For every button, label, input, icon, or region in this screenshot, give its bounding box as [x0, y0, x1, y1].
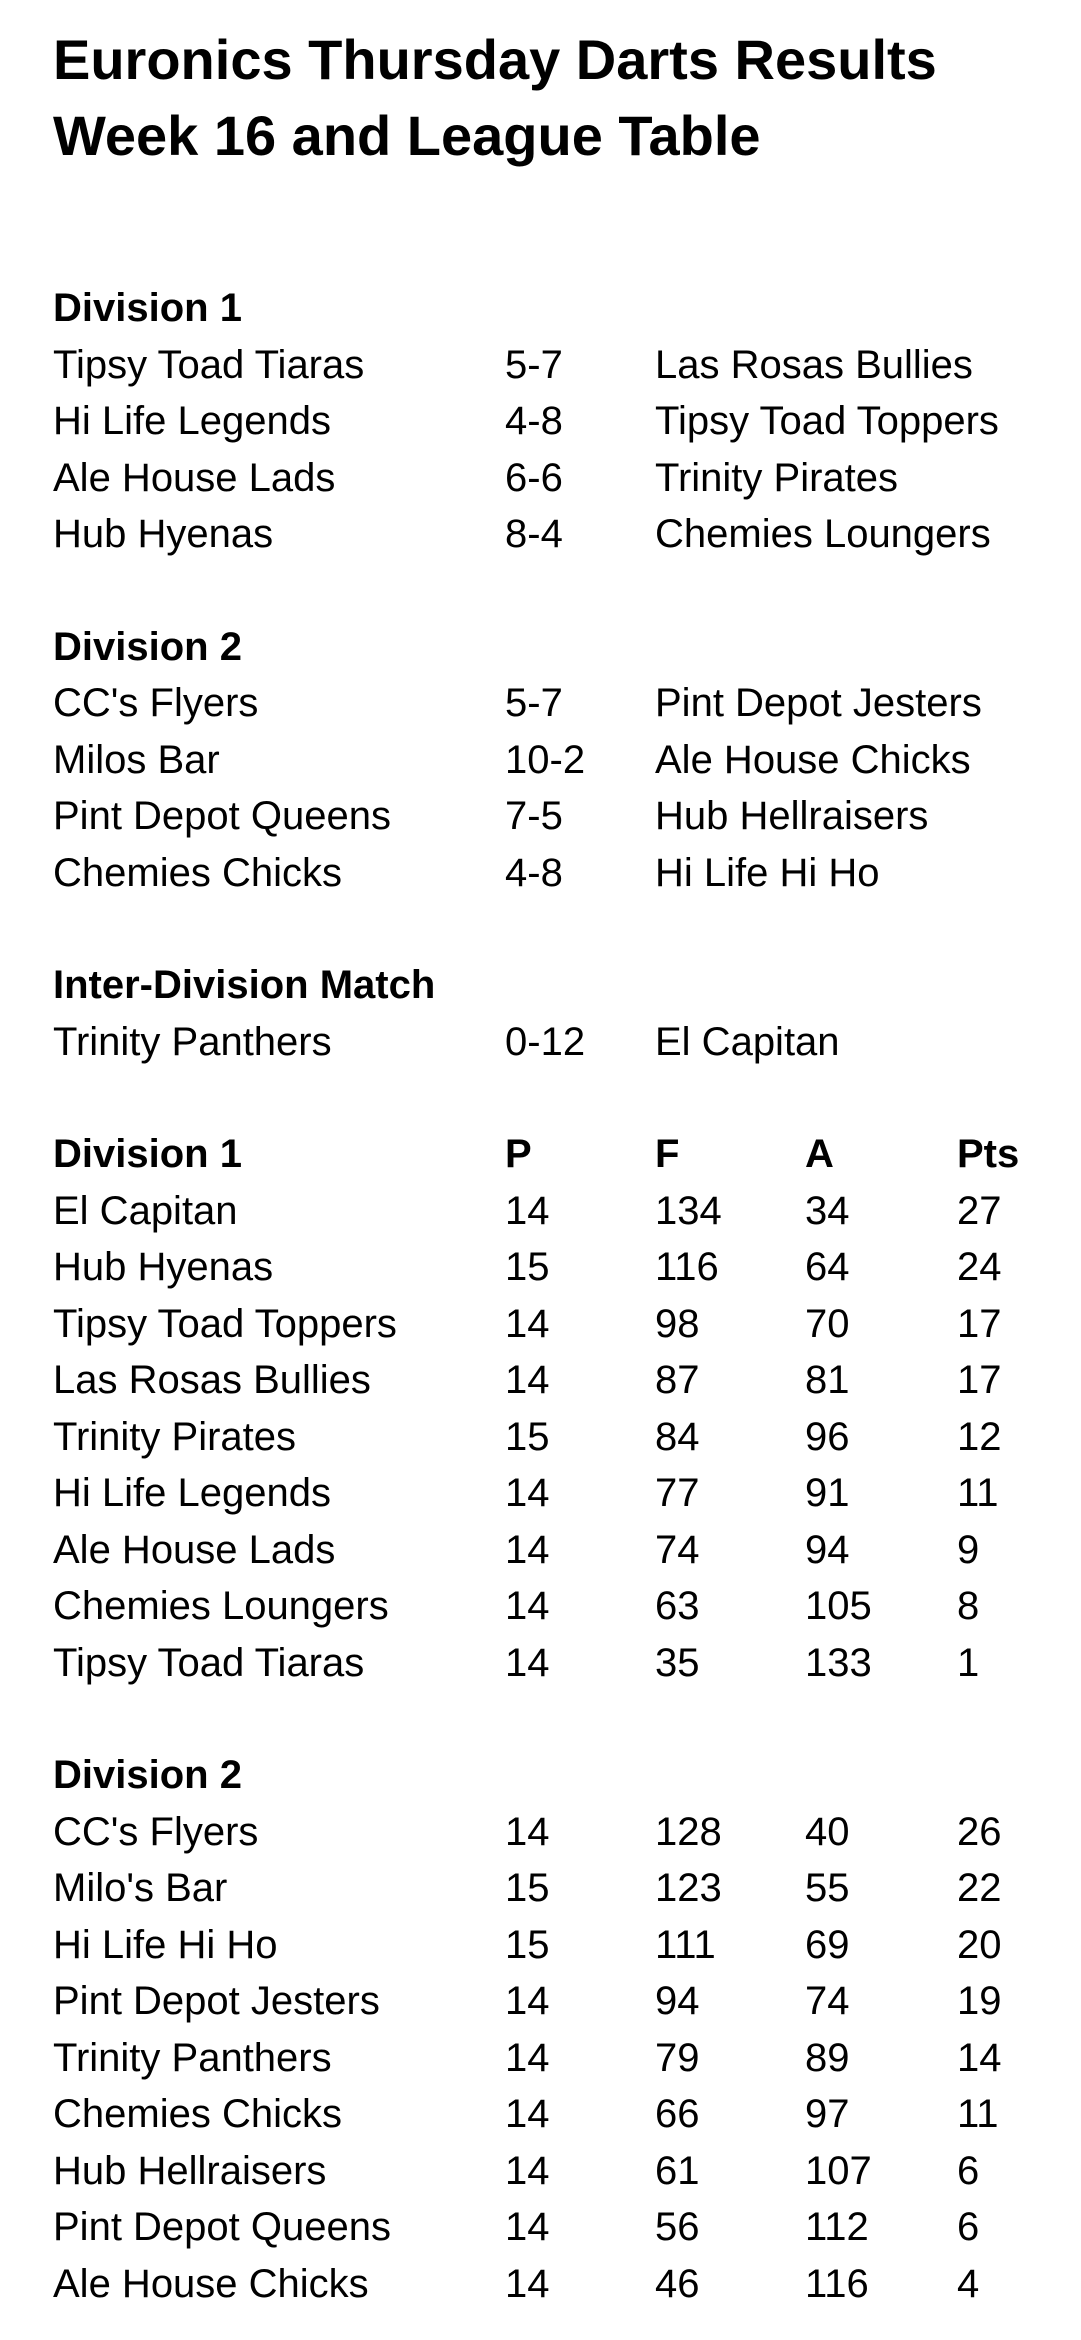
played-value: 14 — [505, 1640, 550, 1685]
points-value: 12 — [957, 1414, 1002, 1459]
played-value: 14 — [505, 1527, 550, 1572]
for-value: 94 — [655, 1979, 700, 2023]
table-row — [53, 1860, 1063, 1917]
points-value: 24 — [957, 1245, 1002, 1289]
section-heading-label: Division 1 — [53, 286, 242, 330]
for-value: 111 — [655, 1922, 716, 1967]
played-value: 14 — [505, 1979, 550, 2023]
for-value: 123 — [655, 1866, 722, 1910]
section-heading — [53, 957, 1063, 1014]
results-section — [53, 957, 1063, 1070]
against-value: 107 — [805, 2148, 872, 2193]
points-value: 1 — [957, 1640, 980, 1685]
team-name: Trinity Pirates — [53, 1414, 297, 1459]
team-name: Pint Depot Jesters — [53, 1979, 380, 2023]
played-value: 14 — [505, 1809, 550, 1854]
played-value: 15 — [505, 1866, 550, 1910]
against-value: 34 — [805, 1188, 850, 1233]
against-value: 89 — [805, 2035, 850, 2080]
table-row — [53, 2143, 1063, 2200]
against-value: 133 — [805, 1640, 872, 1685]
team-name: Pint Depot Queens — [53, 2205, 391, 2249]
match-score: 5-7 — [505, 342, 563, 387]
match-score: 7-5 — [505, 794, 563, 838]
table-row — [53, 1465, 1063, 1522]
document-title — [53, 22, 1063, 174]
table-header-row — [53, 1747, 1063, 1804]
home-team: Trinity Panthers — [53, 1019, 332, 1064]
away-team: Tipsy Toad Toppers — [655, 399, 999, 443]
match-row — [53, 450, 1063, 507]
section-spacer — [53, 901, 1063, 957]
home-team: Ale House Lads — [53, 455, 336, 500]
title-line-2: Week 16 and League Table — [53, 104, 761, 167]
points-value: 4 — [957, 2261, 980, 2306]
against-value: 94 — [805, 1527, 850, 1572]
results-section — [53, 280, 1063, 563]
section-heading-label: Inter-Division Match — [53, 963, 436, 1007]
table-row — [53, 1239, 1063, 1296]
team-name: Las Rosas Bullies — [53, 1358, 371, 1402]
table-row — [53, 2199, 1063, 2256]
against-header: A — [805, 1132, 834, 1176]
title-spacer — [53, 174, 1063, 280]
for-value: 77 — [655, 1471, 700, 1515]
for-value: 87 — [655, 1358, 700, 1402]
table-row — [53, 1917, 1063, 1974]
played-value: 14 — [505, 1188, 550, 1233]
points-value: 14 — [957, 2035, 1002, 2080]
away-team: El Capitan — [655, 1019, 840, 1064]
played-value: 14 — [505, 2035, 550, 2080]
section-heading — [53, 619, 1063, 676]
against-value: 74 — [805, 1979, 850, 2023]
for-value: 56 — [655, 2205, 700, 2249]
results-content — [53, 280, 1063, 2312]
table-row — [53, 1973, 1063, 2030]
played-value: 15 — [505, 1922, 550, 1967]
team-name: Ale House Chicks — [53, 2261, 369, 2306]
section-spacer — [53, 1070, 1063, 1126]
points-value: 11 — [957, 2092, 999, 2136]
team-name: Chemies Loungers — [53, 1584, 389, 1628]
played-value: 14 — [505, 2092, 550, 2136]
against-value: 97 — [805, 2092, 850, 2136]
against-value: 112 — [805, 2205, 869, 2249]
team-name: Hub Hyenas — [53, 1245, 274, 1289]
points-value: 6 — [957, 2148, 980, 2193]
match-row — [53, 732, 1063, 789]
for-value: 79 — [655, 2035, 700, 2080]
for-header: F — [655, 1132, 680, 1176]
table-heading: Division 2 — [53, 1753, 242, 1797]
table-row — [53, 1522, 1063, 1579]
for-value: 134 — [655, 1188, 722, 1233]
against-value: 64 — [805, 1245, 850, 1289]
table-row — [53, 1296, 1063, 1353]
for-value: 74 — [655, 1527, 700, 1572]
section-spacer — [53, 563, 1063, 619]
played-value: 14 — [505, 2261, 550, 2306]
table-heading: Division 1 — [53, 1132, 242, 1176]
home-team: Chemies Chicks — [53, 850, 342, 895]
match-score: 10-2 — [505, 737, 586, 782]
points-value: 8 — [957, 1584, 980, 1628]
team-name: Chemies Chicks — [53, 2092, 342, 2136]
match-row — [53, 845, 1063, 902]
table-row — [53, 2256, 1063, 2313]
document — [53, 22, 1063, 2312]
against-value: 69 — [805, 1922, 850, 1967]
match-score: 4-8 — [505, 399, 563, 443]
for-value: 35 — [655, 1640, 700, 1685]
home-team: Pint Depot Queens — [53, 794, 391, 838]
match-score: 5-7 — [505, 681, 563, 725]
section-heading — [53, 280, 1063, 337]
points-header: Pts — [957, 1132, 1020, 1176]
played-value: 14 — [505, 1584, 550, 1628]
for-value: 66 — [655, 2092, 700, 2136]
points-value: 22 — [957, 1866, 1002, 1910]
against-value: 40 — [805, 1809, 850, 1854]
played-value: 14 — [505, 2205, 550, 2249]
points-value: 11 — [957, 1471, 999, 1515]
match-score: 0-12 — [505, 1019, 586, 1064]
for-value: 98 — [655, 1301, 700, 1346]
points-value: 20 — [957, 1922, 1002, 1967]
title-line-1: Euronics Thursday Darts Results — [53, 28, 937, 91]
played-header: P — [505, 1132, 532, 1176]
against-value: 91 — [805, 1471, 850, 1515]
table-header-row — [53, 1126, 1063, 1183]
played-value: 14 — [505, 1301, 550, 1346]
team-name: Ale House Lads — [53, 1527, 336, 1572]
away-team: Chemies Loungers — [655, 512, 991, 556]
for-value: 63 — [655, 1584, 700, 1628]
points-value: 17 — [957, 1358, 1002, 1402]
points-value: 19 — [957, 1979, 1002, 2023]
league-table — [53, 1747, 1063, 2312]
against-value: 105 — [805, 1584, 872, 1628]
team-name: Tipsy Toad Tiaras — [53, 1640, 365, 1685]
played-value: 14 — [505, 1358, 550, 1402]
for-value: 46 — [655, 2261, 700, 2306]
against-value: 70 — [805, 1301, 850, 1346]
home-team: Hi Life Legends — [53, 399, 331, 443]
team-name: Hi Life Hi Ho — [53, 1922, 278, 1967]
home-team: Milos Bar — [53, 737, 220, 782]
played-value: 14 — [505, 2148, 550, 2193]
points-value: 6 — [957, 2205, 980, 2249]
match-row — [53, 393, 1063, 450]
points-value: 27 — [957, 1188, 1002, 1233]
match-score: 4-8 — [505, 850, 563, 895]
away-team: Ale House Chicks — [655, 737, 971, 782]
home-team: Tipsy Toad Tiaras — [53, 342, 365, 387]
table-row — [53, 1635, 1063, 1692]
table-row — [53, 1409, 1063, 1466]
team-name: Hub Hellraisers — [53, 2148, 327, 2193]
against-value: 96 — [805, 1414, 850, 1459]
for-value: 128 — [655, 1809, 722, 1854]
away-team: Pint Depot Jesters — [655, 681, 982, 725]
points-value: 26 — [957, 1809, 1002, 1854]
match-score: 6-6 — [505, 455, 563, 500]
league-table — [53, 1126, 1063, 1691]
match-row — [53, 788, 1063, 845]
home-team: Hub Hyenas — [53, 512, 274, 556]
away-team: Las Rosas Bullies — [655, 342, 973, 387]
table-row — [53, 1578, 1063, 1635]
match-row — [53, 675, 1063, 732]
for-value: 116 — [655, 1245, 719, 1289]
team-name: Milo's Bar — [53, 1866, 228, 1910]
against-value: 55 — [805, 1866, 850, 1910]
played-value: 14 — [505, 1471, 550, 1515]
points-value: 9 — [957, 1527, 980, 1572]
for-value: 84 — [655, 1414, 700, 1459]
results-section — [53, 619, 1063, 902]
table-row — [53, 1352, 1063, 1409]
match-score: 8-4 — [505, 512, 563, 556]
points-value: 17 — [957, 1301, 1002, 1346]
table-row — [53, 2086, 1063, 2143]
section-spacer — [53, 1691, 1063, 1747]
match-row — [53, 1014, 1063, 1071]
against-value: 81 — [805, 1358, 850, 1402]
away-team: Hi Life Hi Ho — [655, 850, 880, 895]
team-name: El Capitan — [53, 1188, 238, 1233]
table-row — [53, 2030, 1063, 2087]
team-name: Tipsy Toad Toppers — [53, 1301, 397, 1346]
played-value: 15 — [505, 1414, 550, 1459]
match-row — [53, 506, 1063, 563]
team-name: Trinity Panthers — [53, 2035, 332, 2080]
away-team: Hub Hellraisers — [655, 794, 929, 838]
team-name: Hi Life Legends — [53, 1471, 331, 1515]
played-value: 15 — [505, 1245, 550, 1289]
table-row — [53, 1804, 1063, 1861]
for-value: 61 — [655, 2148, 700, 2193]
home-team: CC's Flyers — [53, 681, 259, 725]
section-heading-label: Division 2 — [53, 624, 242, 669]
team-name: CC's Flyers — [53, 1809, 259, 1854]
match-row — [53, 337, 1063, 394]
against-value: 116 — [805, 2261, 869, 2306]
table-row — [53, 1183, 1063, 1240]
away-team: Trinity Pirates — [655, 455, 899, 500]
